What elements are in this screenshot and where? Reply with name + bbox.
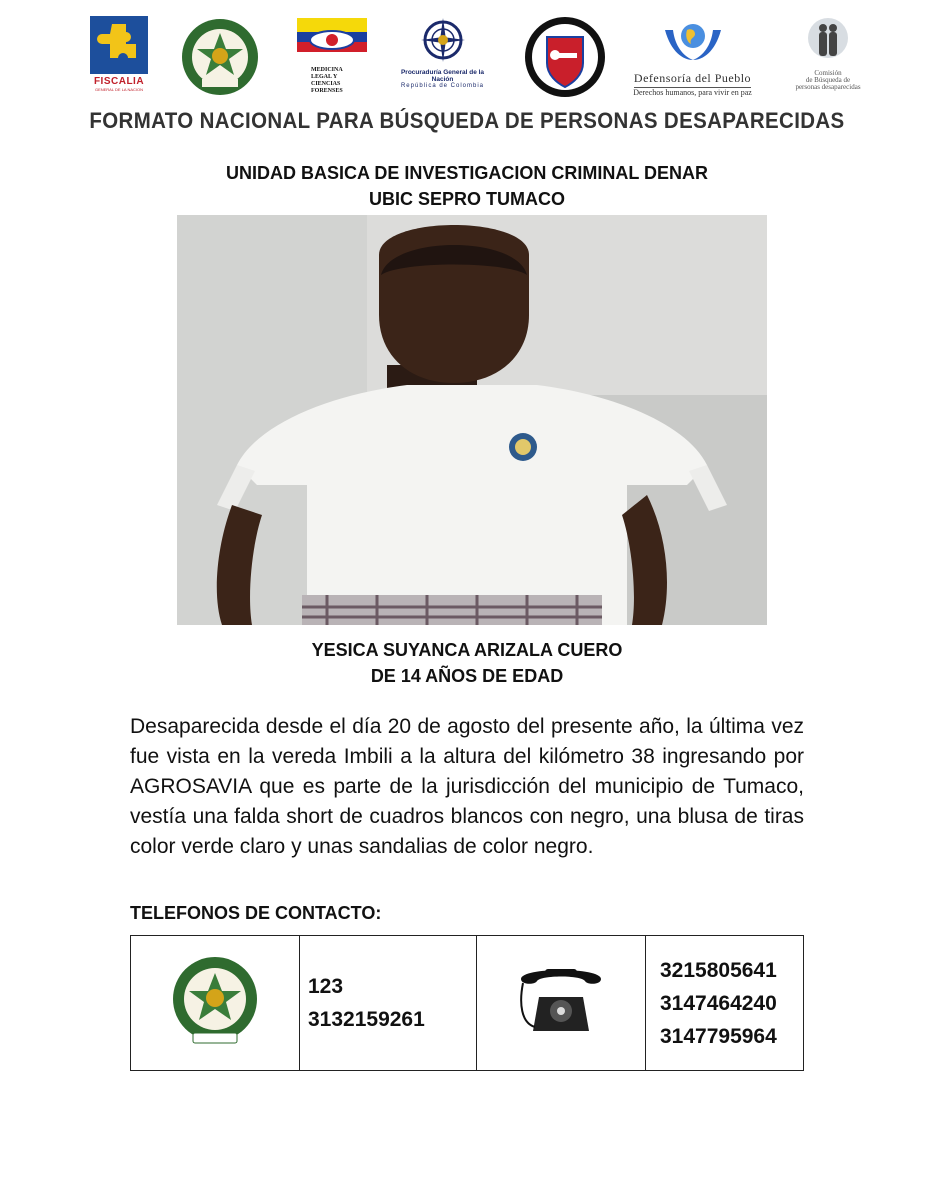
telephone-cell: [477, 936, 646, 1071]
procuraduria-logo: [395, 18, 490, 98]
unit-name: UNIDAD BASICA DE INVESTIGACION CRIMINAL DENAR: [225, 163, 709, 183]
procuraduria-country: República de Colombia: [400, 83, 485, 89]
policia-nacional-badge: [165, 953, 265, 1049]
medicina-logo-text: MEDICINA LEGAL Y CIENCIAS FORENSES: [311, 67, 343, 94]
disappearance-description: Desaparecida desde el día 20 de agosto del presente año, la última vez fue vista en la vereda Imbili a la altura del kilómetro 38 ingresando por AGROSAVIA que es parte de la jurisdicción del municipio de Tumaco, vestía una falda short de cuadros blancos con negro, una blusa de tiras color verde claro y unas sandalias de color negro.: [130, 715, 804, 858]
unit-location: UBIC SEPRO TUMACO: [368, 189, 565, 209]
fiscalia-logo-text: FISCALIA: [93, 76, 145, 87]
police-number[interactable]: 123: [308, 975, 344, 998]
contact-title: TELEFONOS DE CONTACTO:: [130, 903, 382, 923]
contacts-row: [131, 936, 804, 1071]
investigation-unit: [0, 160, 934, 212]
institution-logos: [0, 0, 934, 110]
telephone-icon: [511, 961, 611, 1041]
defensoria-tagline: Derechos humanos, para vivir en paz: [633, 88, 752, 97]
dijin-shield-logo: [523, 15, 607, 99]
fiscalia-logo: [90, 16, 148, 98]
medicina-legal-logo: [297, 18, 367, 102]
person-info: [0, 637, 934, 689]
silhouettes-icon: [808, 16, 848, 62]
police-numbers-cell: [300, 936, 477, 1071]
policia-nacional-logo: [180, 17, 260, 97]
hands-globe-icon: [661, 18, 725, 62]
person-name: YESICA SUYANCA ARIZALA CUERO: [311, 640, 623, 660]
person-age: DE 14 AÑOS DE EDAD: [370, 666, 564, 686]
comision-busqueda-logo: [795, 16, 861, 102]
phone-number[interactable]: 3147795964: [660, 1024, 777, 1048]
contacts-table: [130, 935, 804, 1071]
fiscalia-logo-subtext: GENERAL DE LA NACION: [94, 87, 144, 92]
defensoria-logo: [620, 18, 765, 102]
procuraduria-name: Procuraduría General de la Nación: [400, 69, 485, 83]
puzzle-icon: [90, 16, 148, 74]
defensoria-name: Defensoría del Pueblo: [634, 71, 751, 88]
phone-number[interactable]: 3215805641: [660, 958, 777, 982]
police-number[interactable]: 3132159261: [308, 1008, 425, 1031]
document-title: FORMATO NACIONAL PARA BÚSQUEDA DE PERSONAS DESAPARECIDAS: [89, 108, 845, 133]
phone-number[interactable]: 3147464240: [660, 991, 777, 1015]
police-logo-cell: [131, 936, 300, 1071]
phone-numbers-cell: [646, 936, 804, 1071]
comision-name: Comisión de Búsqueda de personas desaparecidas: [795, 69, 861, 91]
compass-seal-icon: [421, 18, 465, 62]
missing-person-photo: [177, 215, 767, 625]
